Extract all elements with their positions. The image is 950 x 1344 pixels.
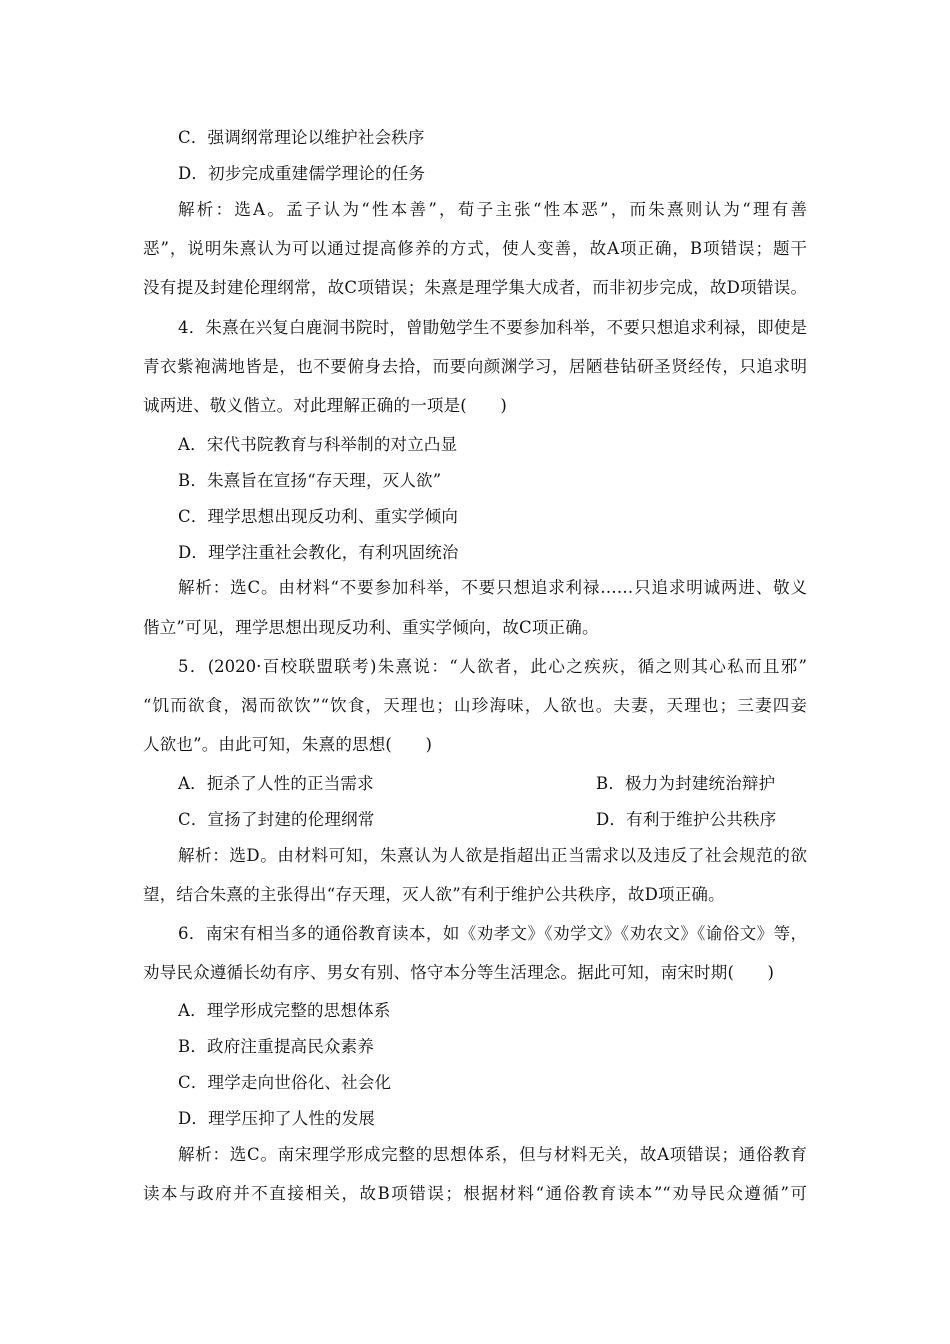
q4-stem-line-2: 青衣紫袍满地皆是，也不要俯身去拾，而要向颜渊学习，居陋巷钻研圣贤经传，只追求明: [143, 357, 807, 376]
q5-stem-line-2: “饥而欲食，渴而欲饮”“饮食，天理也；山珍海味，人欲也。夫妻，天理也；三妻四妾: [143, 696, 807, 715]
q3-analysis-line-2: 恶”，说明朱熹认为可以通过提高修养的方式，使人变善，故A项正确，B项错误；题干: [143, 239, 807, 258]
q6-option-c: C．理学走向世俗化、社会化: [178, 1073, 392, 1092]
q5-option-a: A．扼杀了人性的正当需求: [178, 774, 374, 793]
q5-stem-line-1: 5．(2020·百校联盟联考)朱熹说：“人欲者，此心之疾疢，循之则其心私而且邪”: [178, 657, 807, 676]
q4-analysis-line-2: 偕立”可见，理学思想出现反功利、重实学倾向，故C项正确。: [143, 618, 599, 637]
q3-analysis-line-3: 没有提及封建伦理纲常，故C项错误；朱熹是理学集大成者，而非初步完成，故D项错误。: [143, 278, 807, 297]
q5-stem-line-3: 人欲也”。由此可知，朱熹的思想( ): [143, 735, 433, 754]
q6-stem-line-2: 劝导民众遵循长幼有序、男女有别、恪守本分等生活理念。据此可知，南宋时期( ): [143, 963, 775, 982]
q4-stem-line-1: 4．朱熹在兴复白鹿洞书院时，曾勖勉学生不要参加科举，不要只想追求利禄，即使是: [178, 318, 807, 337]
q3-option-d: D．初步完成重建儒学理论的任务: [178, 164, 426, 183]
q6-analysis-line-1: 解析：选C。南宋理学形成完整的思想体系，但与材料无关，故A项错误；通俗教育: [178, 1145, 807, 1164]
q4-stem-line-3: 诚两进、敬义偕立。对此理解正确的一项是( ): [143, 396, 507, 415]
q6-option-b: B．政府注重提高民众素养: [178, 1037, 375, 1056]
q6-option-d: D．理学压抑了人性的发展: [178, 1109, 376, 1128]
q4-option-d: D．理学注重社会教化，有利巩固统治: [178, 543, 459, 562]
q5-analysis-line-1: 解析：选D。由材料可知，朱熹认为人欲是指超出正当需求以及违反了社会规范的欲: [178, 846, 807, 865]
q5-option-c: C．宣扬了封建的伦理纲常: [178, 810, 375, 829]
q5-option-d: D．有利于维护公共秩序: [596, 810, 777, 829]
q3-option-c: C．强调纲常理论以维护社会秩序: [178, 128, 425, 147]
q4-analysis-line-1: 解析：选C。由材料“不要参加科举，不要只想追求利禄……只追求明诚两进、敬义: [178, 578, 807, 597]
q5-analysis-line-2: 望，结合朱熹的主张得出“存天理，灭人欲”有利于维护公共秩序，故D项正确。: [143, 885, 725, 904]
q4-option-a: A．宋代书院教育与科举制的对立凸显: [178, 435, 458, 454]
q6-stem-line-1: 6．南宋有相当多的通俗教育读本，如《劝孝文》《劝学文》《劝农文》《谕俗文》等，: [178, 924, 807, 943]
q6-analysis-line-2: 读本与政府并不直接相关，故B项错误；根据材料“通俗教育读本”“劝导民众遵循”可: [143, 1184, 807, 1203]
q5-option-b: B．极力为封建统治辩护: [596, 774, 776, 793]
q4-option-c: C．理学思想出现反功利、重实学倾向: [178, 507, 459, 526]
q4-option-b: B．朱熹旨在宣扬“存天理，灭人欲”: [178, 471, 442, 490]
q6-option-a: A．理学形成完整的思想体系: [178, 1001, 391, 1020]
q3-analysis-line-1: 解析：选A。孟子认为“性本善”，荀子主张“性本恶”，而朱熹则认为“理有善: [178, 200, 807, 219]
